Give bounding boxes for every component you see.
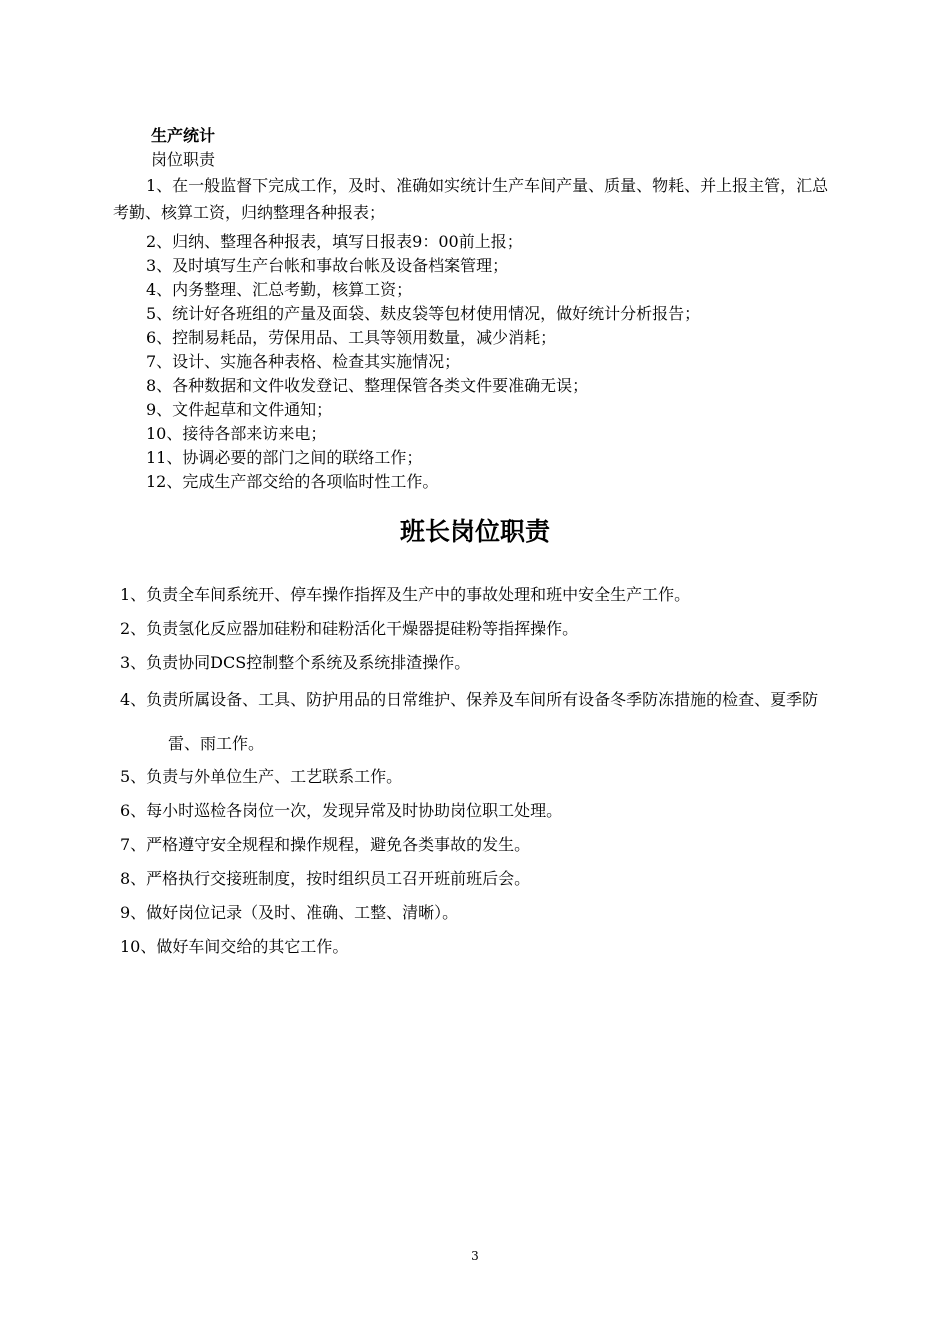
duty-item: 5、负责与外单位生产、工艺联系工作。 xyxy=(120,767,403,786)
duty-item: 6、控制易耗品，劳保用品、工具等领用数量，减少消耗； xyxy=(146,328,557,347)
duty-item: 4、负责所属设备、工具、防护用品的日常维护、保养及车间所有设备冬季防冻措施的检查、夏季防雷、雨工作。 xyxy=(120,690,819,753)
duty-item: 5、统计好各班组的产量及面袋、麸皮袋等包材使用情况，做好统计分析报告； xyxy=(146,304,701,323)
duty-item: 12、完成生产部交给的各项临时性工作。 xyxy=(146,472,439,491)
duty-item: 9、文件起草和文件通知； xyxy=(146,400,333,419)
duty-item: 7、设计、实施各种表格、检查其实施情况； xyxy=(146,352,461,371)
duty-item: 2、归纳、整理各种报表，填写日报表9：00前上报； xyxy=(146,232,523,251)
duty-item: 11、协调必要的部门之间的联络工作； xyxy=(146,448,423,467)
duty-item: 8、各种数据和文件收发登记、整理保管各类文件要准确无误； xyxy=(146,376,589,395)
duty-item: 2、负责氢化反应器加硅粉和硅粉活化干燥器提硅粉等指挥操作。 xyxy=(120,619,579,638)
duty-item: 8、严格执行交接班制度，按时组织员工召开班前班后会。 xyxy=(120,869,531,888)
duty-item: 3、负责协同DCS控制整个系统及系统排渣操作。 xyxy=(120,653,471,672)
section-title: 生产统计 xyxy=(151,126,216,145)
duty-item: 4、内务整理、汇总考勤，核算工资； xyxy=(146,280,413,299)
section-team-leader-duties xyxy=(120,578,850,964)
duty-item: 10、做好车间交给的其它工作。 xyxy=(120,937,349,956)
duty-item: 9、做好岗位记录（及时、准确、工整、清晰）。 xyxy=(120,903,459,922)
duty-item: 7、严格遵守安全规程和操作规程，避免各类事故的发生。 xyxy=(120,835,531,854)
section-production-statistics xyxy=(113,124,843,494)
duty-item: 3、及时填写生产台帐和事故台帐及设备档案管理； xyxy=(146,256,509,275)
duty-item: 1、在一般监督下完成工作，及时、准确如实统计生产车间产量、质量、物耗、并上报主管，汇总考勤、核算工资，归纳整理各种报表； xyxy=(113,176,829,222)
duty-item: 6、每小时巡检各岗位一次，发现异常及时协助岗位职工处理。 xyxy=(120,801,563,820)
page-number: 3 xyxy=(471,1249,479,1263)
duty-item: 1、负责全车间系统开、停车操作指挥及生产中的事故处理和班中安全生产工作。 xyxy=(120,585,691,604)
section-subtitle: 岗位职责 xyxy=(151,150,216,169)
duty-item: 10、接待各部来访来电； xyxy=(146,424,327,443)
heading-team-leader-duties: 班长岗位职责 xyxy=(399,517,550,546)
